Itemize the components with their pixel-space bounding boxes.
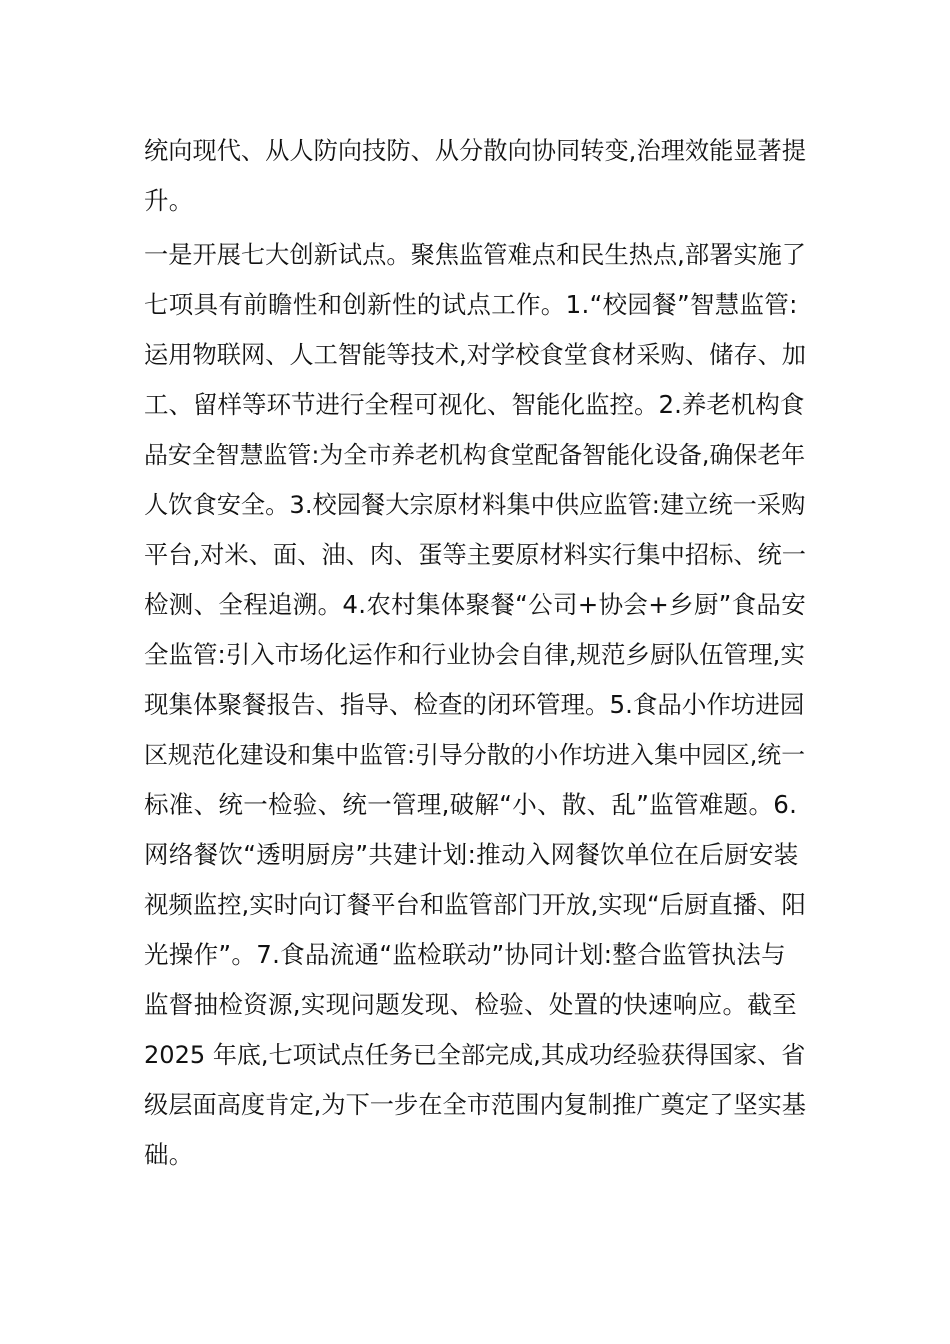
text-line: 升。 xyxy=(144,186,194,215)
text-line: 品安全智慧监管:为全市养老机构食堂配备智能化设备,确保老年 xyxy=(144,441,806,469)
text-line: 监督抽检资源,实现问题发现、检验、处置的快速响应。截至 xyxy=(144,990,797,1019)
text-line: 运用物联网、人工智能等技术,对学校食堂食材采购、储存、加 xyxy=(144,340,807,369)
text-line: 检测、全程追溯。4.农村集体聚餐“公司+协会+乡厨”食品安 xyxy=(144,590,807,619)
text-line: 现集体聚餐报告、指导、检查的闭环管理。5.食品小作坊进园 xyxy=(144,690,805,719)
text-line: 一是开展七大创新试点。聚焦监管难点和民生热点,部署实施了 xyxy=(144,240,807,269)
text-line: 全监管:引入市场化运作和行业协会自律,规范乡厨队伍管理,实 xyxy=(144,640,805,669)
text-line: 础。 xyxy=(144,1140,194,1169)
text-line: 平台,对米、面、油、肉、蛋等主要原材料实行集中招标、统一 xyxy=(144,540,807,569)
text-line: 区规范化建设和集中监管:引导分散的小作坊进入集中园区,统一 xyxy=(144,741,806,769)
text-line: 人饮食安全。3.校园餐大宗原材料集中供应监管:建立统一采购 xyxy=(144,490,806,519)
text-line: 级层面高度肯定,为下一步在全市范围内复制推广奠定了坚实基 xyxy=(144,1090,807,1119)
text-line: 2025 年底,七项试点任务已全部完成,其成功经验获得国家、省 xyxy=(144,1041,806,1069)
text-line: 网络餐饮“透明厨房”共建计划:推动入网餐饮单位在后厨安装 xyxy=(144,840,799,869)
text-line: 光操作”。7.食品流通“监检联动”协同计划:整合监管执法与 xyxy=(144,940,786,969)
text-line: 标准、统一检验、统一管理,破解“小、散、乱”监管难题。6. xyxy=(144,790,798,819)
text-line: 统向现代、从人防向技防、从分散向协同转变,治理效能显著提 xyxy=(144,136,807,165)
paragraph-pilot-projects xyxy=(144,230,806,1180)
text-line: 七项具有前瞻性和创新性的试点工作。1.“校园餐”智慧监管: xyxy=(144,290,798,319)
text-line: 工、留样等环节进行全程可视化、智能化监控。2.养老机构食 xyxy=(144,390,805,419)
paragraph-continuation xyxy=(144,126,806,226)
text-line: 视频监控,实时向订餐平台和监管部门开放,实现“后厨直播、阳 xyxy=(144,890,806,919)
